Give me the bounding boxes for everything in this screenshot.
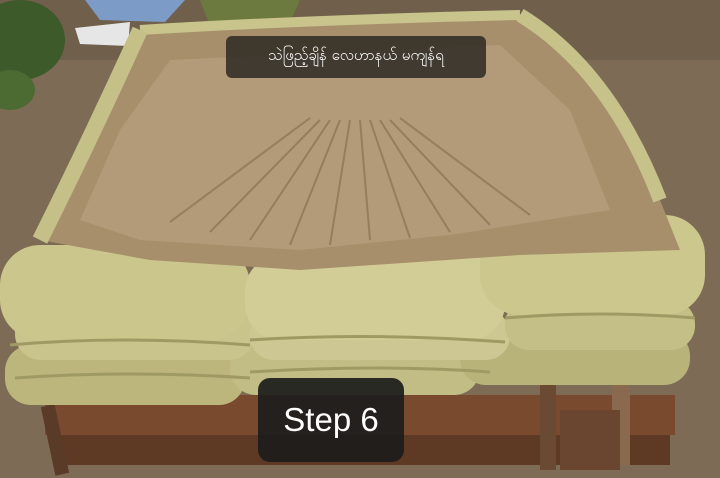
caption-label: သဲဖြည့်ချိန် လေဟာနယ် မကျန်ရ xyxy=(226,36,486,78)
step-badge: Step 6 xyxy=(258,378,404,462)
